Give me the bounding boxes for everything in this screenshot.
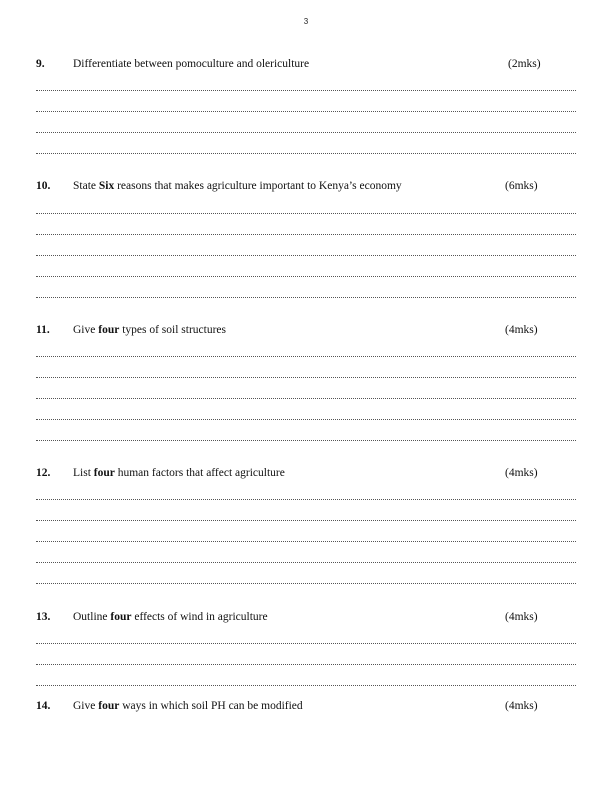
- question-header: [36, 57, 576, 71]
- answer-line[interactable]: [36, 297, 576, 298]
- question-11: [36, 323, 576, 337]
- marks-label: (4mks): [505, 467, 538, 479]
- marks-label: (2mks): [508, 58, 541, 70]
- question-number: 13.: [36, 611, 51, 623]
- question-header: [36, 610, 576, 624]
- answer-line[interactable]: [36, 276, 576, 277]
- question-10: [36, 179, 576, 193]
- answer-line[interactable]: [36, 685, 576, 686]
- question-text: Outline four effects of wind in agriculture: [73, 611, 268, 623]
- answer-line[interactable]: [36, 213, 576, 214]
- answer-line[interactable]: [36, 583, 576, 584]
- question-number: 14.: [36, 700, 51, 712]
- page-number: 3: [303, 17, 309, 26]
- question-number: 12.: [36, 467, 51, 479]
- question-number: 11.: [36, 324, 50, 336]
- question-number: 9.: [36, 58, 45, 70]
- question-13: [36, 610, 576, 624]
- answer-line[interactable]: [36, 499, 576, 500]
- answer-line[interactable]: [36, 562, 576, 563]
- question-text: Differentiate between pomoculture and olericulture: [73, 58, 310, 70]
- question-header: [36, 699, 576, 713]
- answer-line[interactable]: [36, 643, 576, 644]
- answer-line[interactable]: [36, 356, 576, 357]
- answer-line[interactable]: [36, 255, 576, 256]
- question-header: [36, 179, 576, 193]
- question-14: [36, 699, 576, 713]
- marks-label: (4mks): [505, 700, 538, 712]
- question-header: [36, 323, 576, 337]
- marks-label: (4mks): [505, 611, 538, 623]
- answer-line[interactable]: [36, 398, 576, 399]
- answer-line[interactable]: [36, 90, 576, 91]
- question-header: [36, 466, 576, 480]
- question-9: [36, 57, 576, 71]
- question-text: List four human factors that affect agriculture: [73, 467, 285, 479]
- answer-line[interactable]: [36, 520, 576, 521]
- answer-line[interactable]: [36, 440, 576, 441]
- marks-label: (4mks): [505, 324, 538, 336]
- question-text: Give four ways in which soil PH can be modified: [73, 700, 303, 712]
- answer-line[interactable]: [36, 153, 576, 154]
- answer-line[interactable]: [36, 541, 576, 542]
- answer-line[interactable]: [36, 111, 576, 112]
- answer-line[interactable]: [36, 132, 576, 133]
- answer-line[interactable]: [36, 377, 576, 378]
- answer-line[interactable]: [36, 664, 576, 665]
- question-12: [36, 466, 576, 480]
- marks-label: (6mks): [505, 180, 538, 192]
- question-text: State Six reasons that makes agriculture important to Kenya’s economy: [73, 180, 402, 192]
- question-number: 10.: [36, 180, 51, 192]
- answer-line[interactable]: [36, 234, 576, 235]
- answer-line[interactable]: [36, 419, 576, 420]
- question-text: Give four types of soil structures: [73, 324, 227, 336]
